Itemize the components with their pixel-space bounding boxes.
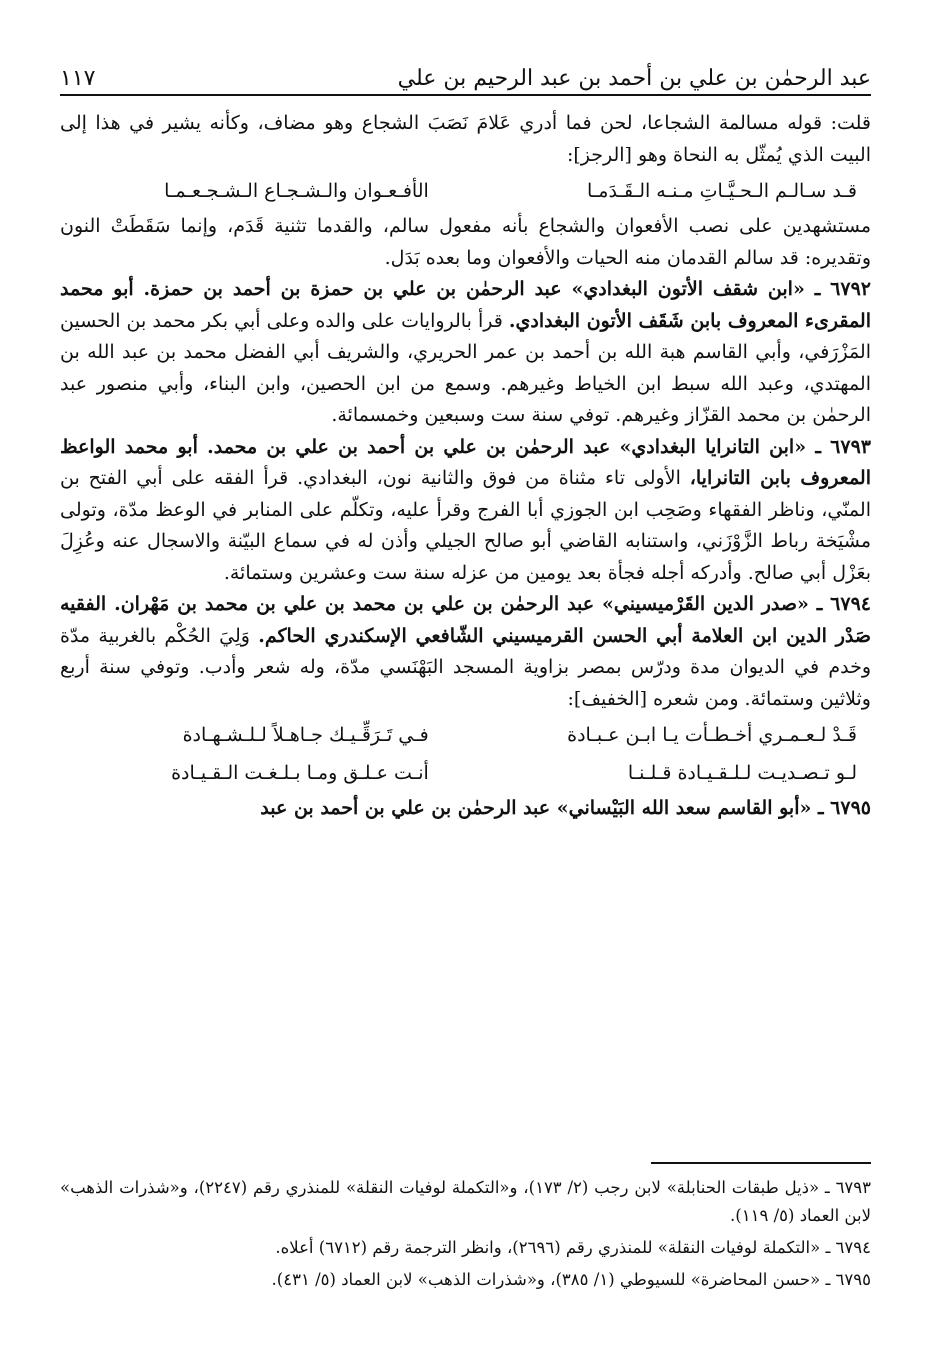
footnotes (60, 1174, 871, 1298)
footnote-6795: ٦٧٩٥ ـ «حسن المحاضرة» للسيوطي (١/ ٣٨٥)، و«شذرات الذهب» لابن العماد (٥/ ٤٣١). (271, 1270, 871, 1289)
entry-heading: ٦٧٩٢ ـ «ابن شقف الأتون البغدادي» عبد الرحمٰن بن علي بن حمزة بن أحمد بن حمزة. أبو محمد المقرىء المعروف بابن شَقَف الأتون البغدادي. (60, 278, 872, 332)
intro-paragraph-continued: مستشهدين على نصب الأفعوان والشجاع بأنه مفعول سالم، والقدما تثنية قَدَم، وإنما سَقَطَتْ النون وتقديره: قد سالم القدمان منه الحيات والأفعوان وما بعده بَدَل. (60, 215, 871, 269)
verse-second-hemistich: فـي تَـرَقِّـيـك جـاهـلاً لـلـشـهـادة (182, 724, 429, 746)
entry-body: الأولى تاء مثناة من فوق والثانية نون، البغدادي. قرأ الفقه على أبي الفتح بن المنّي، وناظر الفقهاء وصَحِب ابن الجوزي أبا الفرج وقرأ عليه، وتكلّم على المنابر في الوعظ مدّة، وتولى مشْيَخة رباط الزَّوْزَني، واستنابه القاضي أبو صالح الجيلي وأذن له في سماع البيّنة والاسجال عنه وعُزِلَ بعَزْل أبي صالح. وأدركه أجله فجأة بعد يومين من عزله سنة ست وعشرين وستمائة. (60, 467, 871, 584)
biography-entry-6793 (60, 432, 871, 590)
entry-body: وَلِيَ الحُكْم بالغربية مدّة وخدم في الديوان مدة ودرّس بمصر بزاوية المسجد البَهْنَسي مدّة، وله شعر وأدب. وتوفي سنة أربع وثلاثين وستمائة. ومن شعره [الخفيف]: (60, 624, 871, 710)
book-page (60, 52, 871, 1350)
entry-heading: ٦٧٩٤ ـ «صدر الدين القَرْميسيني» عبد الرحمٰن بن علي بن محمد بن علي بن محمد بن مَهْران. الفقيه صَدْر الدين ابن العلامة أبي الحسن القرميسيني الشّافعي الإسكندري الحاكم. (60, 593, 871, 647)
verse-line (64, 173, 857, 209)
page-number: ١١٧ (60, 66, 96, 91)
entry-heading: ٦٧٩٥ ـ «أبو القاسم سعد الله البَيْساني» عبد الرحمٰن بن علي بن أحمد بن عبد (260, 797, 871, 819)
biography-entry-6792 (60, 274, 871, 432)
verse-second-hemistich: الأفـعـوان والـشـجـاع الـشـجـعـمـا (164, 180, 429, 202)
entry-body: قرأ بالروايات على والده وعلى أبي بكر محمد بن الحسين المَزْرَفي، وأبي القاسم هبة الله بن أحمد بن عمر الحريري، والشريف أبي الفضل محمد بن عبد الله بن المهتدي، وعبد الله سبط ابن الخياط وغيرهم. وسمع من ابن الحصين، وابن البناء، وأبي منصور عبد الرحمٰن بن محمد القزّاز وغيرهم. توفي سنة ست وسبعين وخمسمائة. (60, 309, 871, 426)
intro-paragraph: قلت: قوله مسالمة الشجاعا، لحن فما أدري عَلامَ نَصَبَ الشجاع وهو مضاف، وكأنه يشير في هذا إلى البيت الذي يُمثّل به النحاة وهو [الرجز]: (60, 112, 871, 166)
running-header (60, 52, 871, 96)
footnote-6794: ٦٧٩٤ ـ «التكملة لوفيات النقلة» للمنذري رقم (٢٦٩٦)، وانظر الترجمة رقم (٦٧١٢) أعلاه. (275, 1238, 871, 1257)
running-title: عبد الرحمٰن بن علي بن أحمد بن عبد الرحيم بن علي (397, 66, 871, 91)
biography-entry-6795 (60, 793, 871, 825)
verse-first-hemistich: قـد سـالـم الـحـيَّـاتِ مـنـه الـقَـدَمـا (586, 180, 857, 202)
main-text (60, 108, 871, 825)
entry-heading: ٦٧٩٣ ـ «ابن التانرايا البغدادي» عبد الرحمٰن بن علي بن أحمد بن علي بن محمد. أبو محمد الواعظ المعروف بابن التانرايا، (60, 435, 871, 489)
verse-block (60, 173, 871, 209)
verse-first-hemistich: لـو تـصـديـت لـلـقـيـادة قـلـنـا (627, 762, 857, 784)
footnote-6793: ٦٧٩٣ ـ «ذيل طبقات الحنابلة» لابن رجب (٢/ ١٧٣)، و«التكملة لوفيات النقلة» للمنذري رقم (٢٢٤٧)، و«شذرات الذهب» لابن العماد (٥/ ١١٩). (60, 1178, 872, 1225)
verse-line (64, 717, 857, 753)
biography-entry-6794 (60, 589, 871, 715)
verse-block (60, 717, 871, 791)
verse-line (64, 755, 857, 791)
verse-second-hemistich: أنـت عـلـق ومـا بـلـغـت الـقـيـادة (171, 762, 429, 784)
footnote-divider (651, 1162, 871, 1164)
verse-first-hemistich: قَـدْ لـعـمـري أخـطـأت يـا ابـن عـبـادة (567, 724, 857, 746)
